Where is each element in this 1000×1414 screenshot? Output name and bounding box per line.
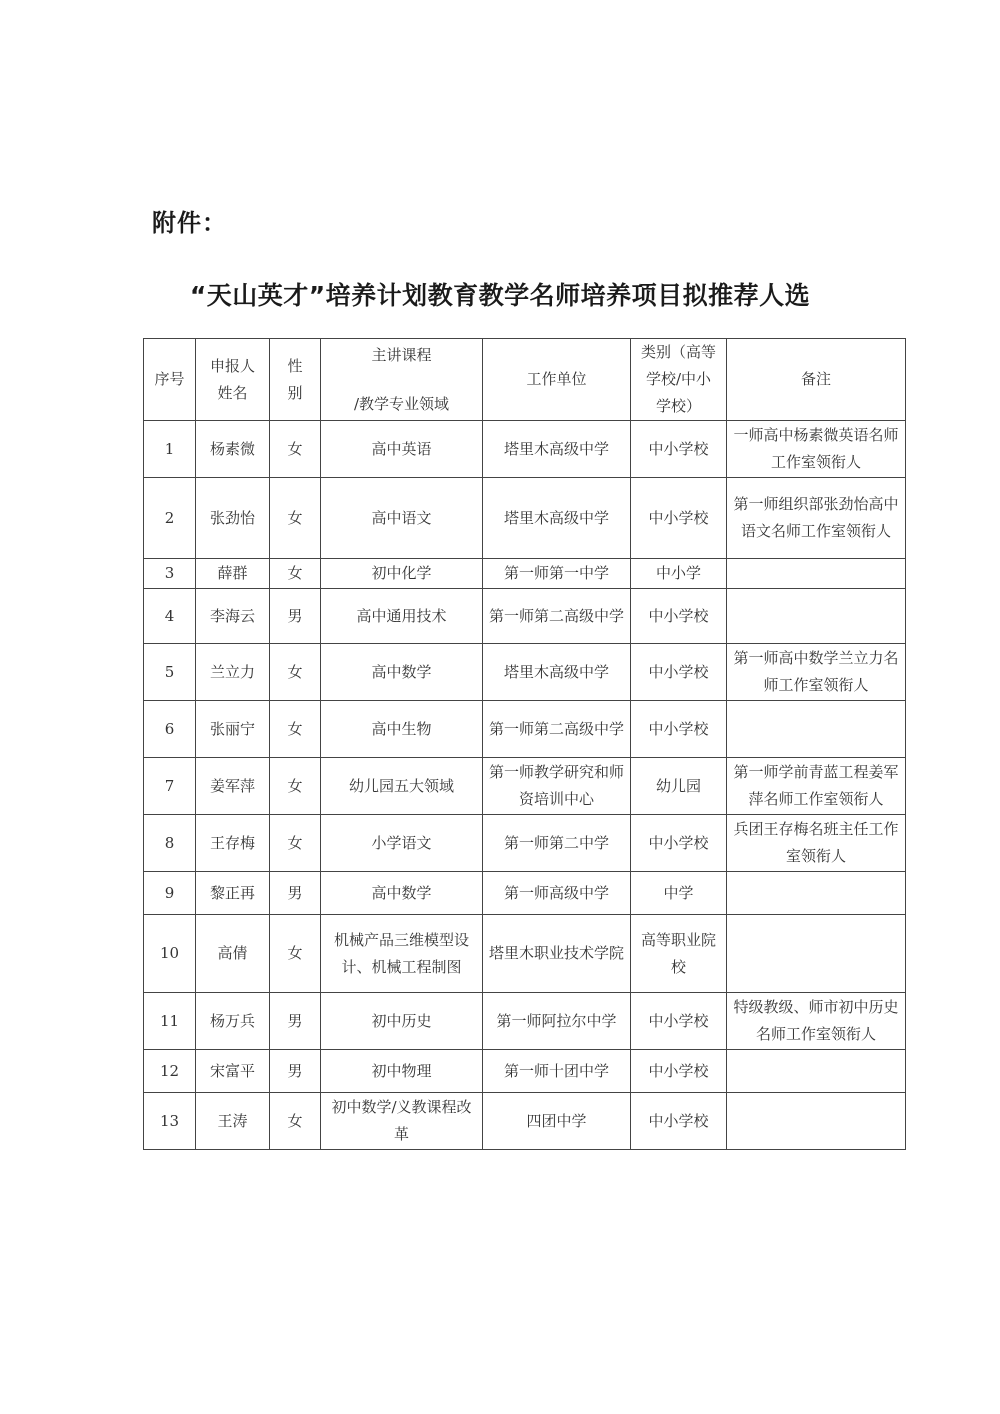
cell-category: 中小学校 [631, 478, 727, 559]
cell-gender: 女 [270, 421, 321, 478]
table-row [144, 421, 906, 478]
cell-name: 张丽宁 [196, 701, 270, 758]
cell-gender: 男 [270, 993, 321, 1050]
cell-unit: 第一师高级中学 [483, 872, 631, 915]
cell-category: 中学 [631, 872, 727, 915]
cell-unit: 第一师阿拉尔中学 [483, 993, 631, 1050]
cell-remark: 特级教级、师市初中历史名师工作室领衔人 [727, 993, 906, 1050]
cell-name: 兰立力 [196, 644, 270, 701]
cell-course: 小学语文 [321, 815, 483, 872]
cell-remark [727, 872, 906, 915]
cell-unit: 第一师第二中学 [483, 815, 631, 872]
cell-name: 高倩 [196, 915, 270, 993]
table-row [144, 758, 906, 815]
cell-course: 高中通用技术 [321, 589, 483, 644]
cell-category: 幼儿园 [631, 758, 727, 815]
cell-unit: 第一师第二高级中学 [483, 701, 631, 758]
header-category: 类别（高等学校/中小学校） [631, 339, 727, 421]
table-row [144, 478, 906, 559]
cell-unit: 第一师十团中学 [483, 1050, 631, 1093]
cell-gender: 女 [270, 758, 321, 815]
header-no: 序号 [144, 339, 196, 421]
cell-remark [727, 589, 906, 644]
cell-category: 中小学校 [631, 993, 727, 1050]
cell-gender: 男 [270, 872, 321, 915]
cell-unit: 塔里木高级中学 [483, 421, 631, 478]
cell-course: 高中生物 [321, 701, 483, 758]
cell-course: 高中数学 [321, 644, 483, 701]
cell-course: 高中英语 [321, 421, 483, 478]
cell-remark: 第一师组织部张劲怡高中语文名师工作室领衔人 [727, 478, 906, 559]
header-name: 申报人姓名 [196, 339, 270, 421]
cell-category: 高等职业院校 [631, 915, 727, 993]
attachment-label: 附件： [152, 209, 227, 237]
cell-no: 13 [144, 1093, 196, 1150]
cell-category: 中小学 [631, 559, 727, 589]
cell-no: 3 [144, 559, 196, 589]
cell-no: 5 [144, 644, 196, 701]
cell-unit: 第一师第二高级中学 [483, 589, 631, 644]
cell-no: 11 [144, 993, 196, 1050]
cell-category: 中小学校 [631, 701, 727, 758]
cell-course: 幼儿园五大领域 [321, 758, 483, 815]
cell-remark [727, 559, 906, 589]
table-row [144, 815, 906, 872]
table-row [144, 1050, 906, 1093]
cell-category: 中小学校 [631, 1050, 727, 1093]
cell-no: 8 [144, 815, 196, 872]
cell-remark: 第一师学前青蓝工程姜军萍名师工作室领衔人 [727, 758, 906, 815]
cell-no: 1 [144, 421, 196, 478]
cell-unit: 塔里木高级中学 [483, 478, 631, 559]
cell-name: 王涛 [196, 1093, 270, 1150]
cell-name: 黎正再 [196, 872, 270, 915]
table-row [144, 872, 906, 915]
cell-gender: 女 [270, 701, 321, 758]
table-row [144, 559, 906, 589]
cell-name: 杨素微 [196, 421, 270, 478]
cell-gender: 女 [270, 815, 321, 872]
cell-course: 初中数学/义教课程改革 [321, 1093, 483, 1150]
cell-category: 中小学校 [631, 589, 727, 644]
cell-category: 中小学校 [631, 1093, 727, 1150]
cell-unit: 第一师第一中学 [483, 559, 631, 589]
cell-course: 初中化学 [321, 559, 483, 589]
cell-no: 12 [144, 1050, 196, 1093]
cell-gender: 男 [270, 589, 321, 644]
cell-name: 杨万兵 [196, 993, 270, 1050]
table-body [144, 421, 906, 1150]
cell-category: 中小学校 [631, 421, 727, 478]
cell-remark [727, 1093, 906, 1150]
cell-course: 初中历史 [321, 993, 483, 1050]
cell-unit: 第一师教学研究和师资培训中心 [483, 758, 631, 815]
cell-no: 7 [144, 758, 196, 815]
candidate-table [143, 338, 906, 1150]
cell-name: 姜军萍 [196, 758, 270, 815]
table-header [144, 339, 906, 421]
table-row [144, 1093, 906, 1150]
cell-course: 机械产品三维模型设计、机械工程制图 [321, 915, 483, 993]
cell-no: 9 [144, 872, 196, 915]
cell-no: 2 [144, 478, 196, 559]
cell-no: 10 [144, 915, 196, 993]
cell-name: 薛群 [196, 559, 270, 589]
table-row [144, 589, 906, 644]
header-course [321, 339, 483, 421]
cell-no: 6 [144, 701, 196, 758]
header-unit: 工作单位 [483, 339, 631, 421]
header-course-line1: 主讲课程 [371, 345, 432, 364]
cell-unit: 塔里木职业技术学院 [483, 915, 631, 993]
cell-gender: 女 [270, 1093, 321, 1150]
table-row [144, 701, 906, 758]
document-title: “天山英才”培养计划教育教学名师培养项目拟推荐人选 [189, 281, 811, 310]
cell-category: 中小学校 [631, 644, 727, 701]
cell-remark: 兵团王存梅名班主任工作室领衔人 [727, 815, 906, 872]
header-course-line2: /教学专业领域 [353, 394, 450, 413]
cell-unit: 四团中学 [483, 1093, 631, 1150]
cell-course: 初中物理 [321, 1050, 483, 1093]
cell-gender: 女 [270, 644, 321, 701]
cell-remark: 第一师高中数学兰立力名师工作室领衔人 [727, 644, 906, 701]
cell-name: 张劲怡 [196, 478, 270, 559]
cell-no: 4 [144, 589, 196, 644]
table-row [144, 915, 906, 993]
cell-gender: 女 [270, 478, 321, 559]
cell-name: 李海云 [196, 589, 270, 644]
cell-course: 高中语文 [321, 478, 483, 559]
cell-remark [727, 915, 906, 993]
cell-name: 王存梅 [196, 815, 270, 872]
header-gender: 性别 [270, 339, 321, 421]
cell-remark [727, 701, 906, 758]
table-row [144, 993, 906, 1050]
cell-unit: 塔里木高级中学 [483, 644, 631, 701]
cell-gender: 男 [270, 1050, 321, 1093]
cell-remark [727, 1050, 906, 1093]
cell-course: 高中数学 [321, 872, 483, 915]
table-row [144, 644, 906, 701]
cell-gender: 女 [270, 559, 321, 589]
cell-category: 中小学校 [631, 815, 727, 872]
header-row [144, 339, 906, 421]
cell-remark: 一师高中杨素微英语名师工作室领衔人 [727, 421, 906, 478]
cell-name: 宋富平 [196, 1050, 270, 1093]
header-remark: 备注 [727, 339, 906, 421]
cell-gender: 女 [270, 915, 321, 993]
